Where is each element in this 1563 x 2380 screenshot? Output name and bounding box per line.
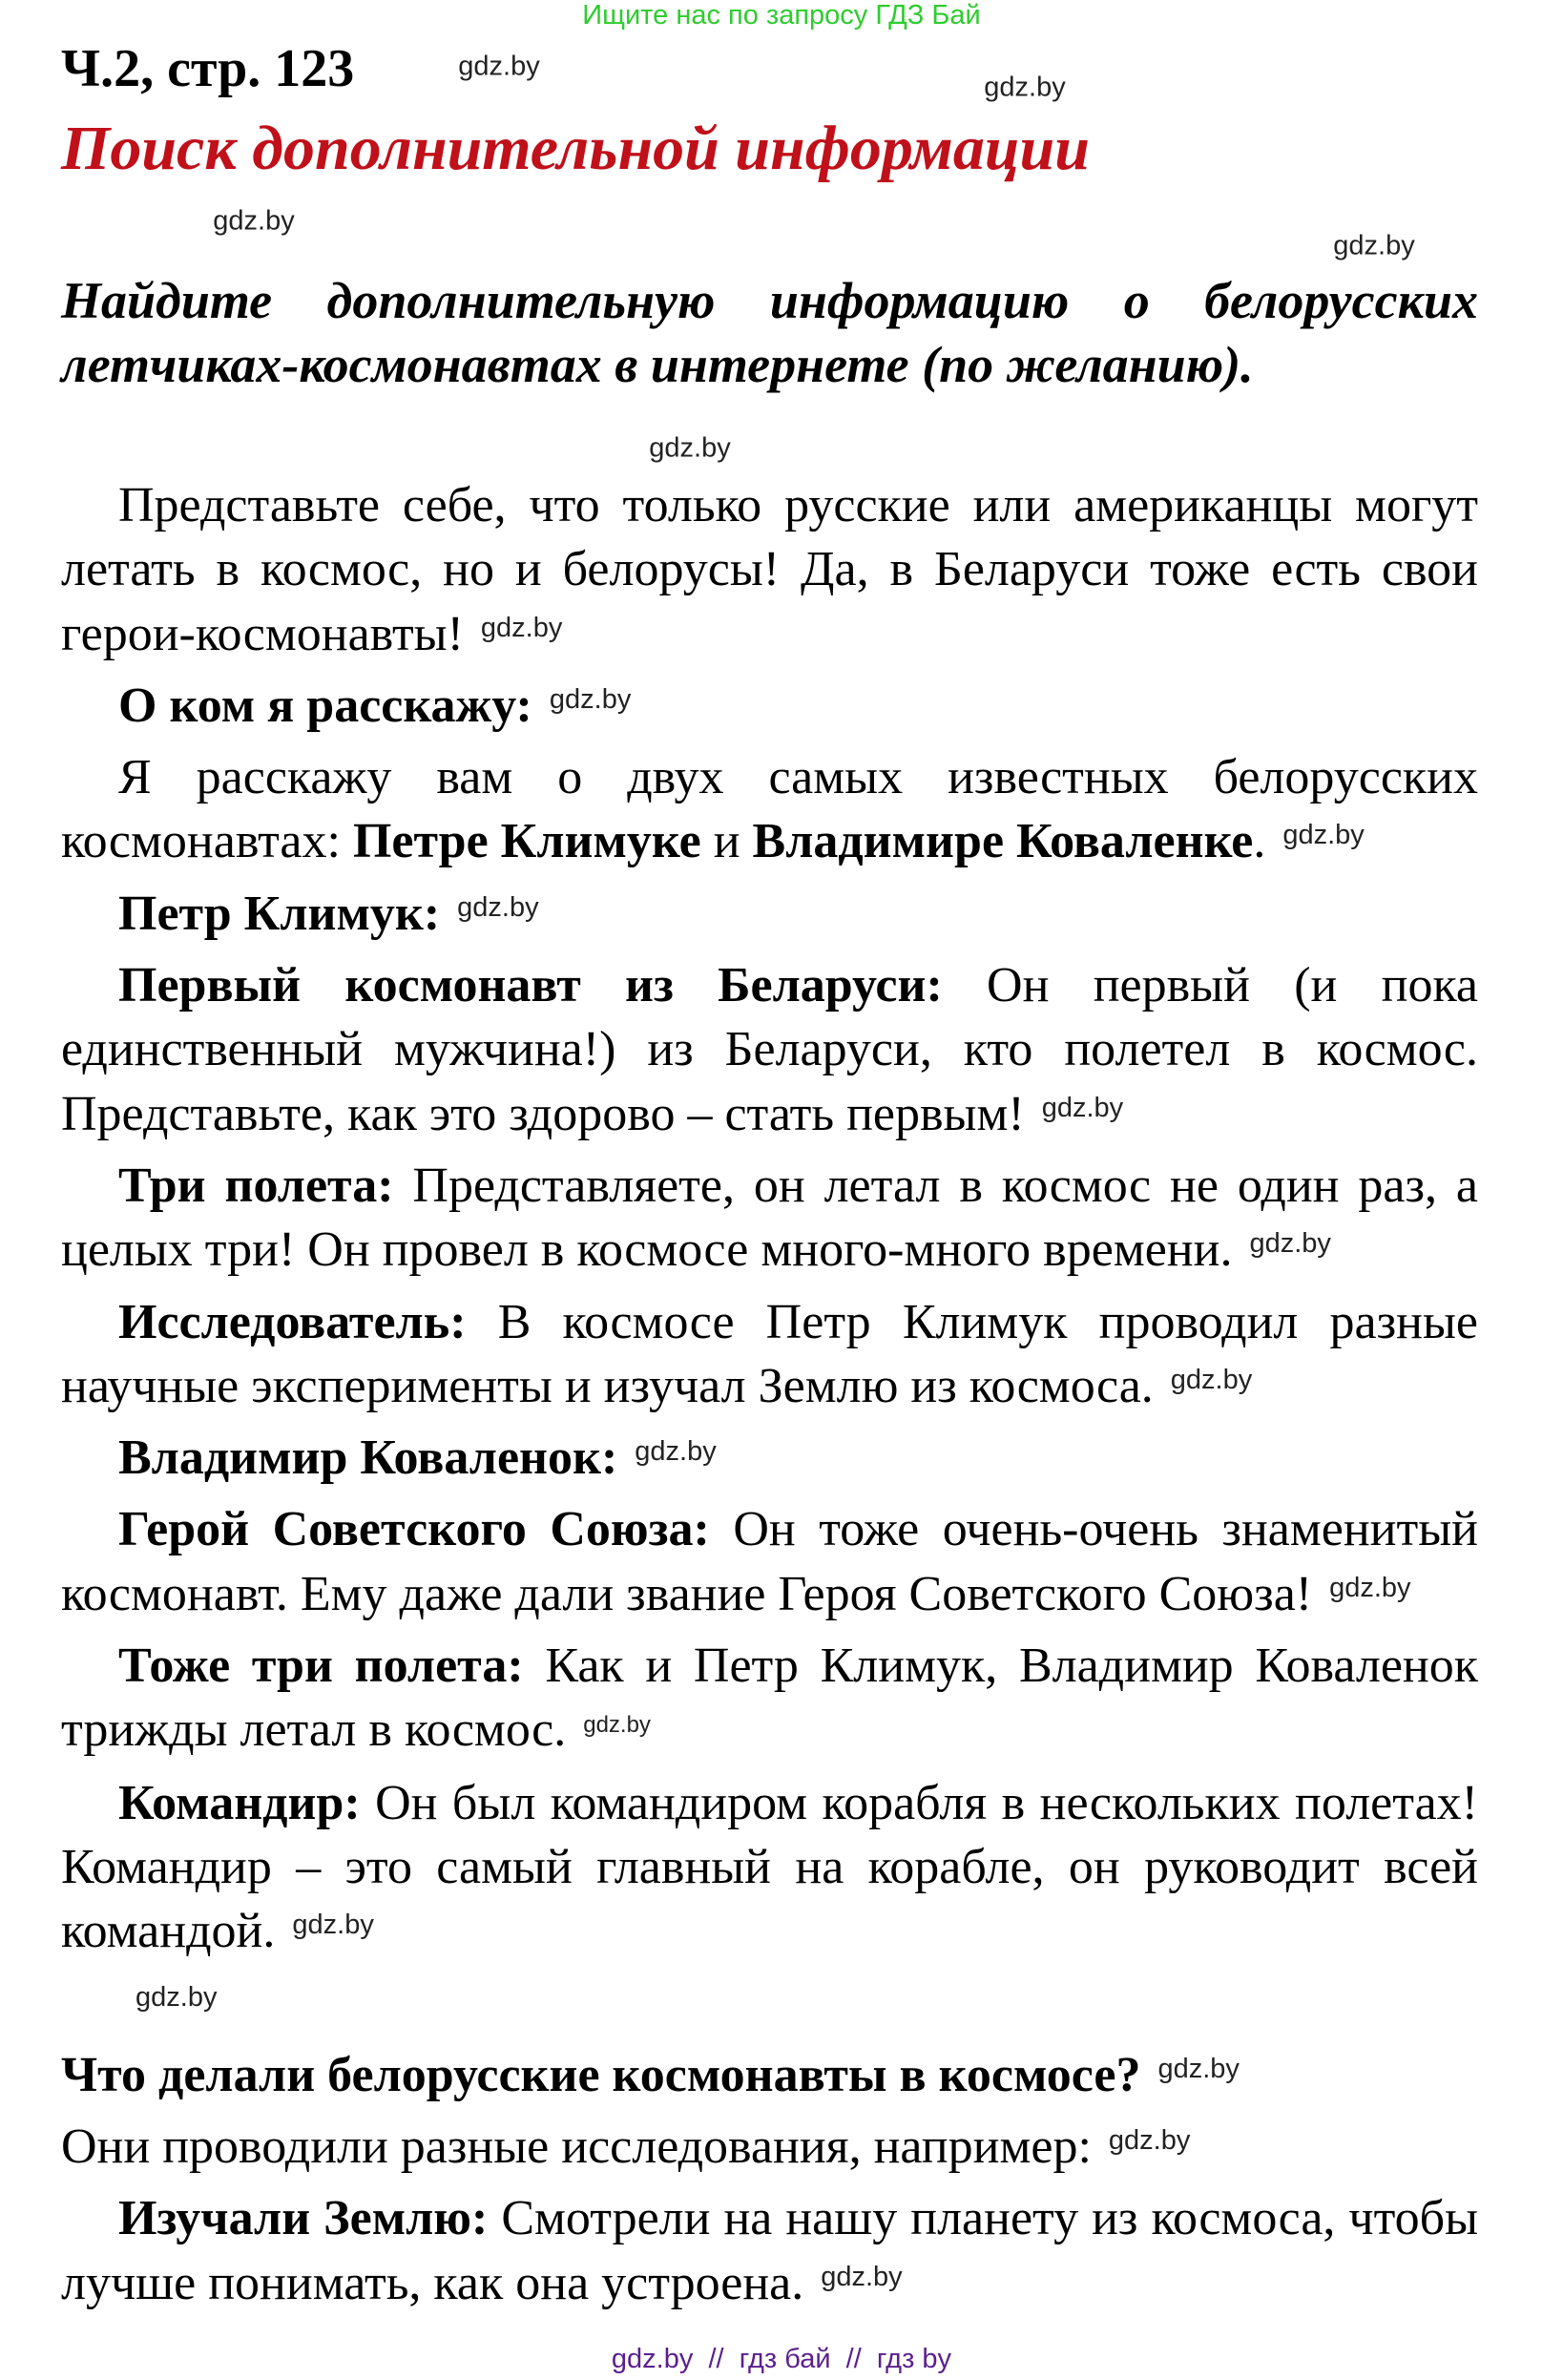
paragraph <box>61 1634 1478 1771</box>
text: Он был командиром корабля в нескольких полетах! Командир – это самый главный на корабле, он руководит всей командой. <box>61 1775 1478 1959</box>
paragraph <box>61 1497 1478 1634</box>
subheading: Петр Климук: <box>118 886 441 941</box>
watermark: gdz.by <box>1170 1364 1253 1395</box>
text: Представьте себе, что только русские или американцы могут летать в космос, но и белорусы! Да, в Беларуси тоже есть свои герои-космонавты! <box>61 478 1478 661</box>
text: Они проводили разные исследования, например: <box>61 2119 1092 2175</box>
paragraph <box>61 2186 1478 2323</box>
spacer-line <box>61 1972 1478 2043</box>
paragraph <box>61 2115 1478 2186</box>
term: Изучали Землю: <box>118 2191 489 2246</box>
paragraph <box>61 745 1478 882</box>
watermark: gdz.by <box>583 1712 651 1739</box>
paragraph <box>61 1154 1478 1290</box>
section-heading: Поиск дополнительной информации <box>61 114 1090 183</box>
footer-links <box>0 2344 1563 2375</box>
watermark: gdz.by <box>213 205 295 237</box>
question: Что делали белорусские космонавты в космосе? <box>61 2047 1141 2102</box>
text: Представляете, он летал в космос не один раз, а целых три! Он провел в космосе много-много времени. <box>61 1158 1478 1278</box>
term: Исследователь: <box>118 1294 467 1349</box>
watermark: gdz.by <box>984 72 1066 103</box>
watermark: gdz.by <box>458 51 540 82</box>
text: Он тоже очень-очень знаменитый космонавт. Ему даже дали звание Героя Советского Союза! <box>61 1502 1478 1621</box>
paragraph <box>61 1771 1478 1972</box>
text: Смотрели на нашу планету из космоса, чтобы лучше понимать, как она устроена. <box>61 2191 1479 2310</box>
text: Как и Петр Климук, Владимир Коваленок трижды летал в космос. <box>61 1639 1478 1758</box>
paragraph-subheading <box>61 1426 1478 1497</box>
watermark: gdz.by <box>1249 1228 1331 1260</box>
text: Я расскажу вам о двух самых известных белорусских космонавтах: <box>61 750 1478 869</box>
watermark: gdz.by <box>1329 1572 1411 1603</box>
watermark: gdz.by <box>1108 2125 1191 2157</box>
watermark: gdz.by <box>135 1981 218 2013</box>
watermark: gdz.by <box>457 891 539 923</box>
page-reference: Ч.2, стр. 123 <box>61 39 355 98</box>
paragraph <box>61 1290 1478 1427</box>
watermark: gdz.by <box>635 1436 717 1468</box>
search-hint-banner: Ищите нас по запросу ГДЗ Бай <box>582 0 981 31</box>
paragraph-subheading <box>61 674 1478 745</box>
name: Петре Климуке <box>352 814 701 869</box>
task-statement: Найдите дополнительную информацию о белорусских летчиках-космонавтах в интернете (по желанию). <box>61 272 1478 393</box>
footer-text[interactable]: gdz.by // гдз бай // гдз by <box>611 2344 952 2374</box>
watermark: gdz.by <box>1282 820 1365 851</box>
watermark: gdz.by <box>1333 230 1415 261</box>
term: Тоже три полета: <box>118 1639 524 1694</box>
term: Командир: <box>118 1775 361 1830</box>
watermark: gdz.by <box>1157 2053 1240 2084</box>
text: Он первый (и пока единственный мужчина!) из Беларуси, кто полетел в космос. Представьте, как это здорово – стать первым! <box>61 958 1479 1141</box>
watermark: gdz.by <box>1041 1092 1124 1123</box>
watermark: gdz.by <box>480 612 563 643</box>
watermark: gdz.by <box>292 1910 374 1941</box>
paragraph-question <box>61 2043 1478 2115</box>
watermark: gdz.by <box>549 683 632 715</box>
subheading: О ком я расскажу: <box>118 678 532 733</box>
watermark: gdz.by <box>821 2261 903 2292</box>
name: Владимире Коваленке <box>752 814 1254 869</box>
paragraph-subheading <box>61 882 1478 953</box>
paragraph-intro <box>61 473 1478 674</box>
text: . <box>1253 814 1266 869</box>
subheading: Владимир Коваленок: <box>118 1430 618 1486</box>
term: Три полета: <box>118 1158 394 1213</box>
paragraph <box>61 953 1478 1154</box>
text: и <box>700 814 753 869</box>
term: Первый космонавт из Беларуси: <box>118 958 943 1013</box>
text: В космосе Петр Климук проводил разные научные эксперименты и изучал Землю из космоса. <box>61 1294 1478 1413</box>
answer-body <box>61 473 1478 2323</box>
watermark: gdz.by <box>649 432 731 464</box>
term: Герой Советского Союза: <box>118 1502 710 1557</box>
